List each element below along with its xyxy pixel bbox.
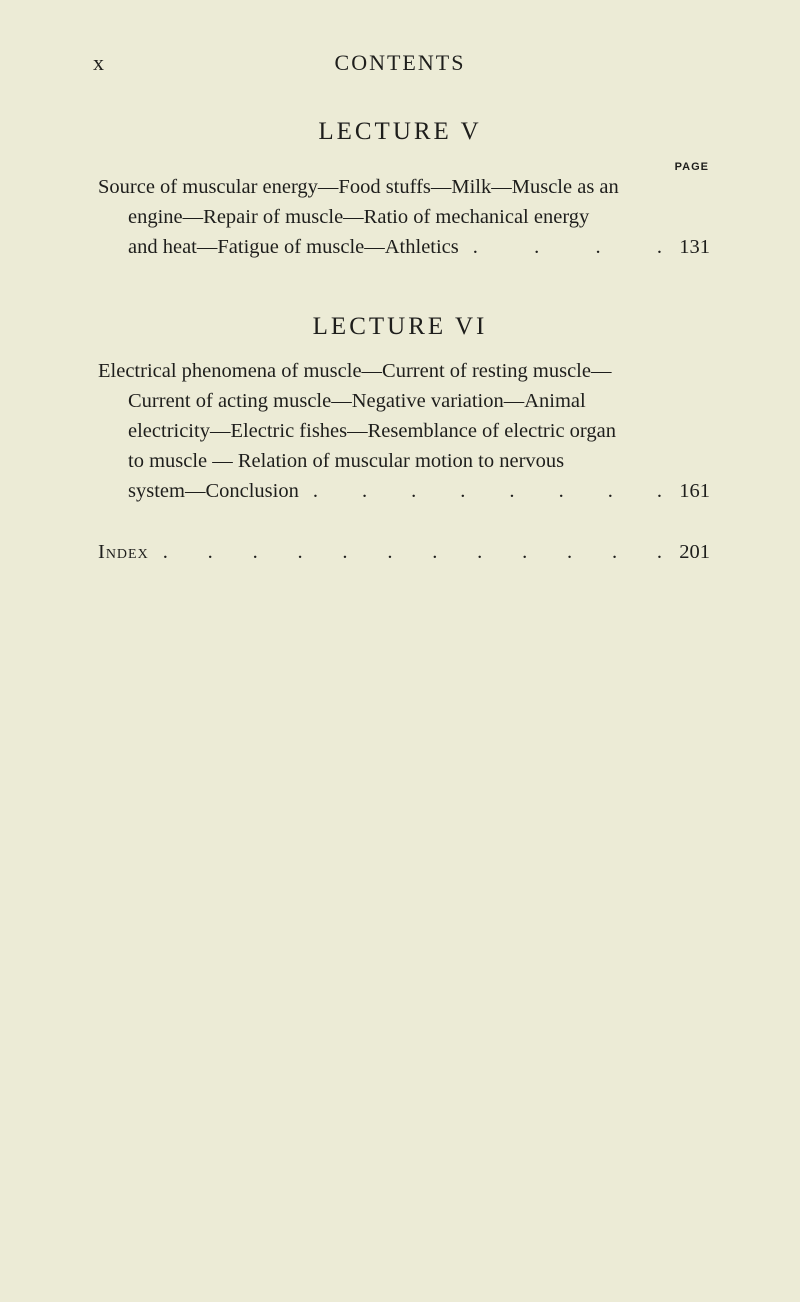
dot-leader: . . . . . . . . [312, 480, 662, 502]
entry-line: Source of muscular energy—Food stuffs—Milk—Muscle as an [98, 176, 619, 198]
running-title: CONTENTS [334, 50, 466, 75]
dot-leader: . . . . [472, 236, 662, 258]
lecture-v-heading: LECTURE V [318, 118, 482, 145]
page-number: 201 [679, 541, 710, 563]
index-entry [98, 537, 710, 567]
entry-line-last [98, 232, 710, 262]
entry-line: engine—Repair of muscle—Ratio of mechanical energy [128, 206, 590, 228]
page-number-roman: x [93, 50, 105, 75]
entry-line-last [98, 476, 710, 506]
entry-line: Current of acting muscle—Negative variation—Animal [128, 390, 586, 412]
page-number: 161 [679, 480, 710, 502]
page-number: 131 [679, 236, 710, 258]
lecture-v-entry [98, 172, 710, 262]
page-header [0, 50, 800, 80]
index-label: Index [98, 541, 149, 563]
entry-line: to muscle — Relation of muscular motion to nervous [128, 450, 565, 472]
lecture-vi-heading: LECTURE VI [312, 313, 488, 340]
page-column-label: PAGE [674, 161, 709, 173]
lecture-vi-entry [98, 356, 710, 506]
dot-leader: . . . . . . . . . . . . [162, 541, 662, 563]
entry-line: electricity—Electric fishes—Resemblance of electric organ [128, 420, 616, 442]
entry-line-text: and heat—Fatigue of muscle—Athletics [128, 236, 459, 258]
entry-line-text: system—Conclusion [128, 480, 299, 502]
entry-line: Electrical phenomena of muscle—Current of resting muscle— [98, 360, 612, 382]
